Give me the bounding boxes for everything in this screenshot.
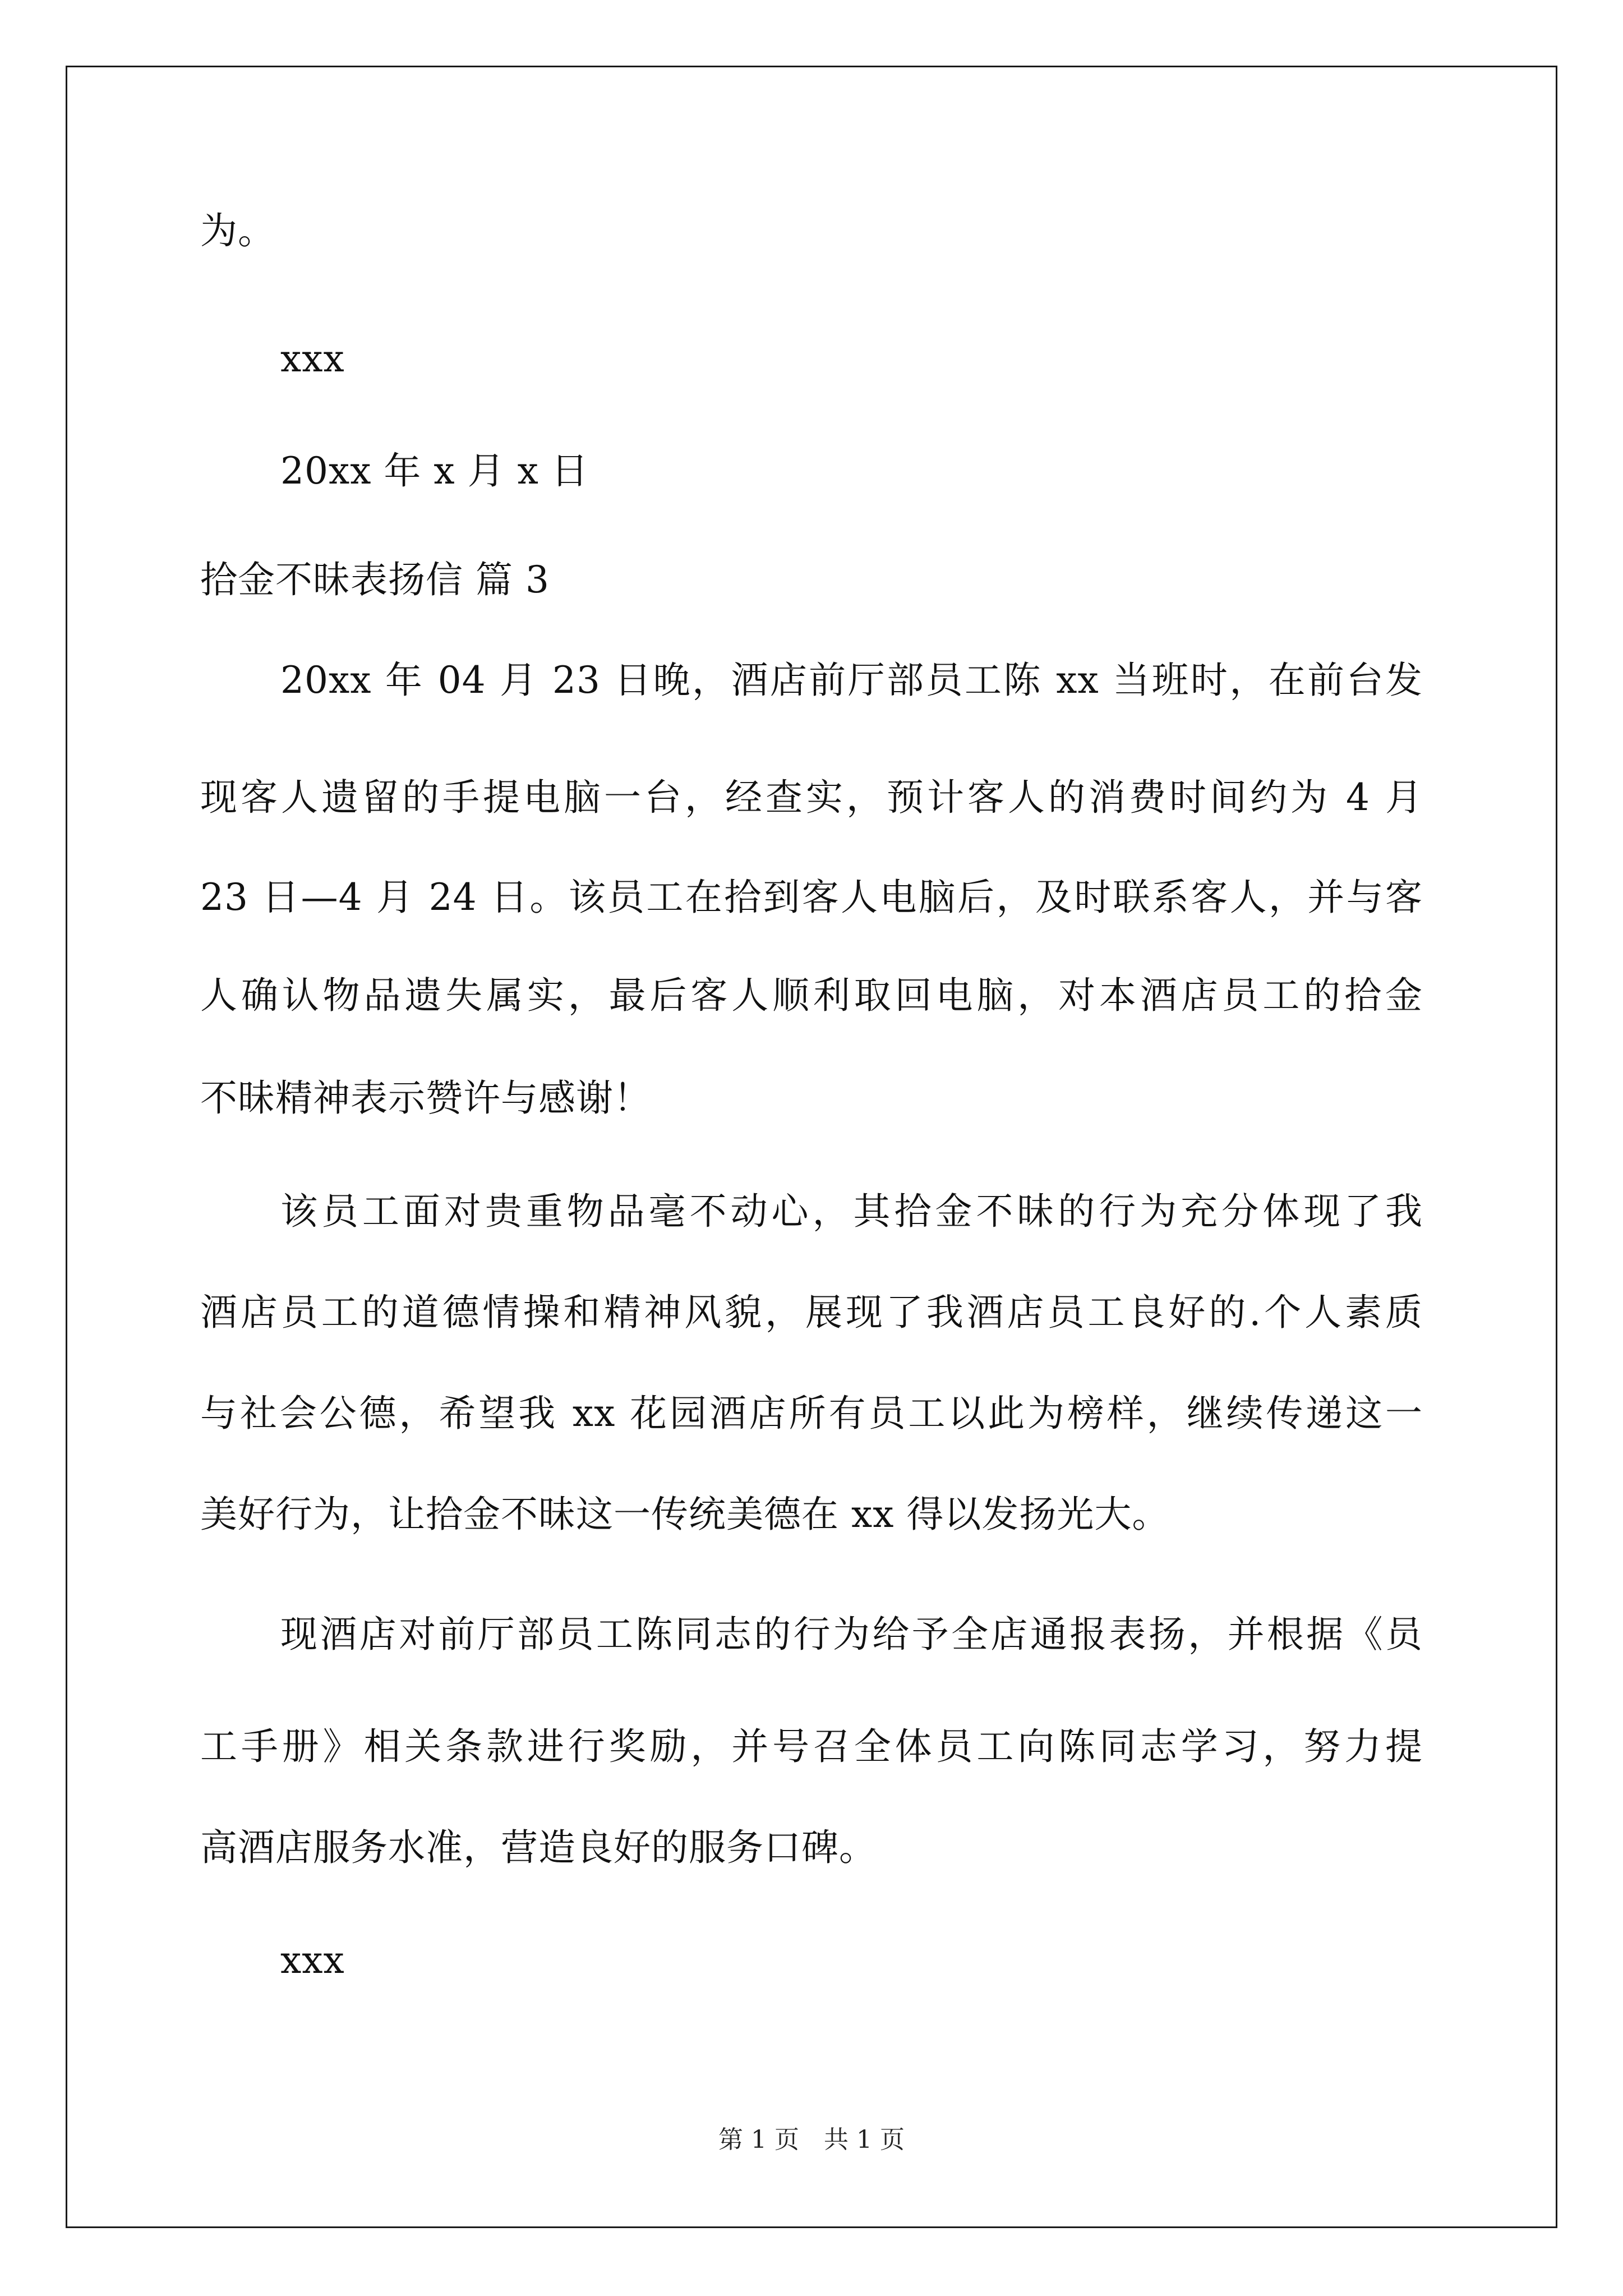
paragraph-line: 23 日—4 月 24 日。该员工在拾到客人电脑后，及时联系客人，并与客 <box>200 876 1423 919</box>
paragraph-line: 工手册》相关条款进行奖励，并号召全体员工向陈同志学习，努力提 <box>200 1725 1423 1768</box>
paragraph-line: 该员工面对贵重物品毫不动心，其拾金不昧的行为充分体现了我 <box>280 1190 1423 1233</box>
paragraph-line: 美好行为，让拾金不昧这一传统美德在 xx 得以发扬光大。 <box>200 1493 1170 1536</box>
paragraph-line: 20xx 年 04 月 23 日晚，酒店前厅部员工陈 xx 当班时，在前台发 <box>280 659 1423 702</box>
paragraph-line: 与社会公德，希望我 xx 花园酒店所有员工以此为榜样，继续传递这一 <box>200 1392 1423 1435</box>
signature: xxx <box>280 1939 345 1982</box>
text-line: 为。 <box>200 209 275 252</box>
paragraph-line: 高酒店服务水准，营造良好的服务口碑。 <box>200 1826 877 1869</box>
paragraph-line: 酒店员工的道德情操和精神风貌，展现了我酒店员工良好的.个人素质 <box>200 1291 1423 1334</box>
paragraph-line: 现客人遗留的手提电脑一台，经查实，预计客人的消费时间约为 4 月 <box>200 776 1423 819</box>
paragraph-line: 不昧精神表示赞许与感谢！ <box>200 1076 651 1120</box>
section-heading: 拾金不昧表扬信 篇 3 <box>200 558 550 601</box>
signature: xxx <box>280 337 345 380</box>
date-line: 20xx 年 x 月 x 日 <box>280 449 589 493</box>
paragraph-line: 现酒店对前厅部员工陈同志的行为给予全店通报表扬，并根据《员 <box>280 1613 1423 1656</box>
paragraph-line: 人确认物品遗失属实，最后客人顺利取回电脑，对本酒店员工的拾金 <box>200 974 1423 1017</box>
page-border <box>66 66 1557 2228</box>
page-number: 第 1 页 共 1 页 <box>718 2125 905 2154</box>
